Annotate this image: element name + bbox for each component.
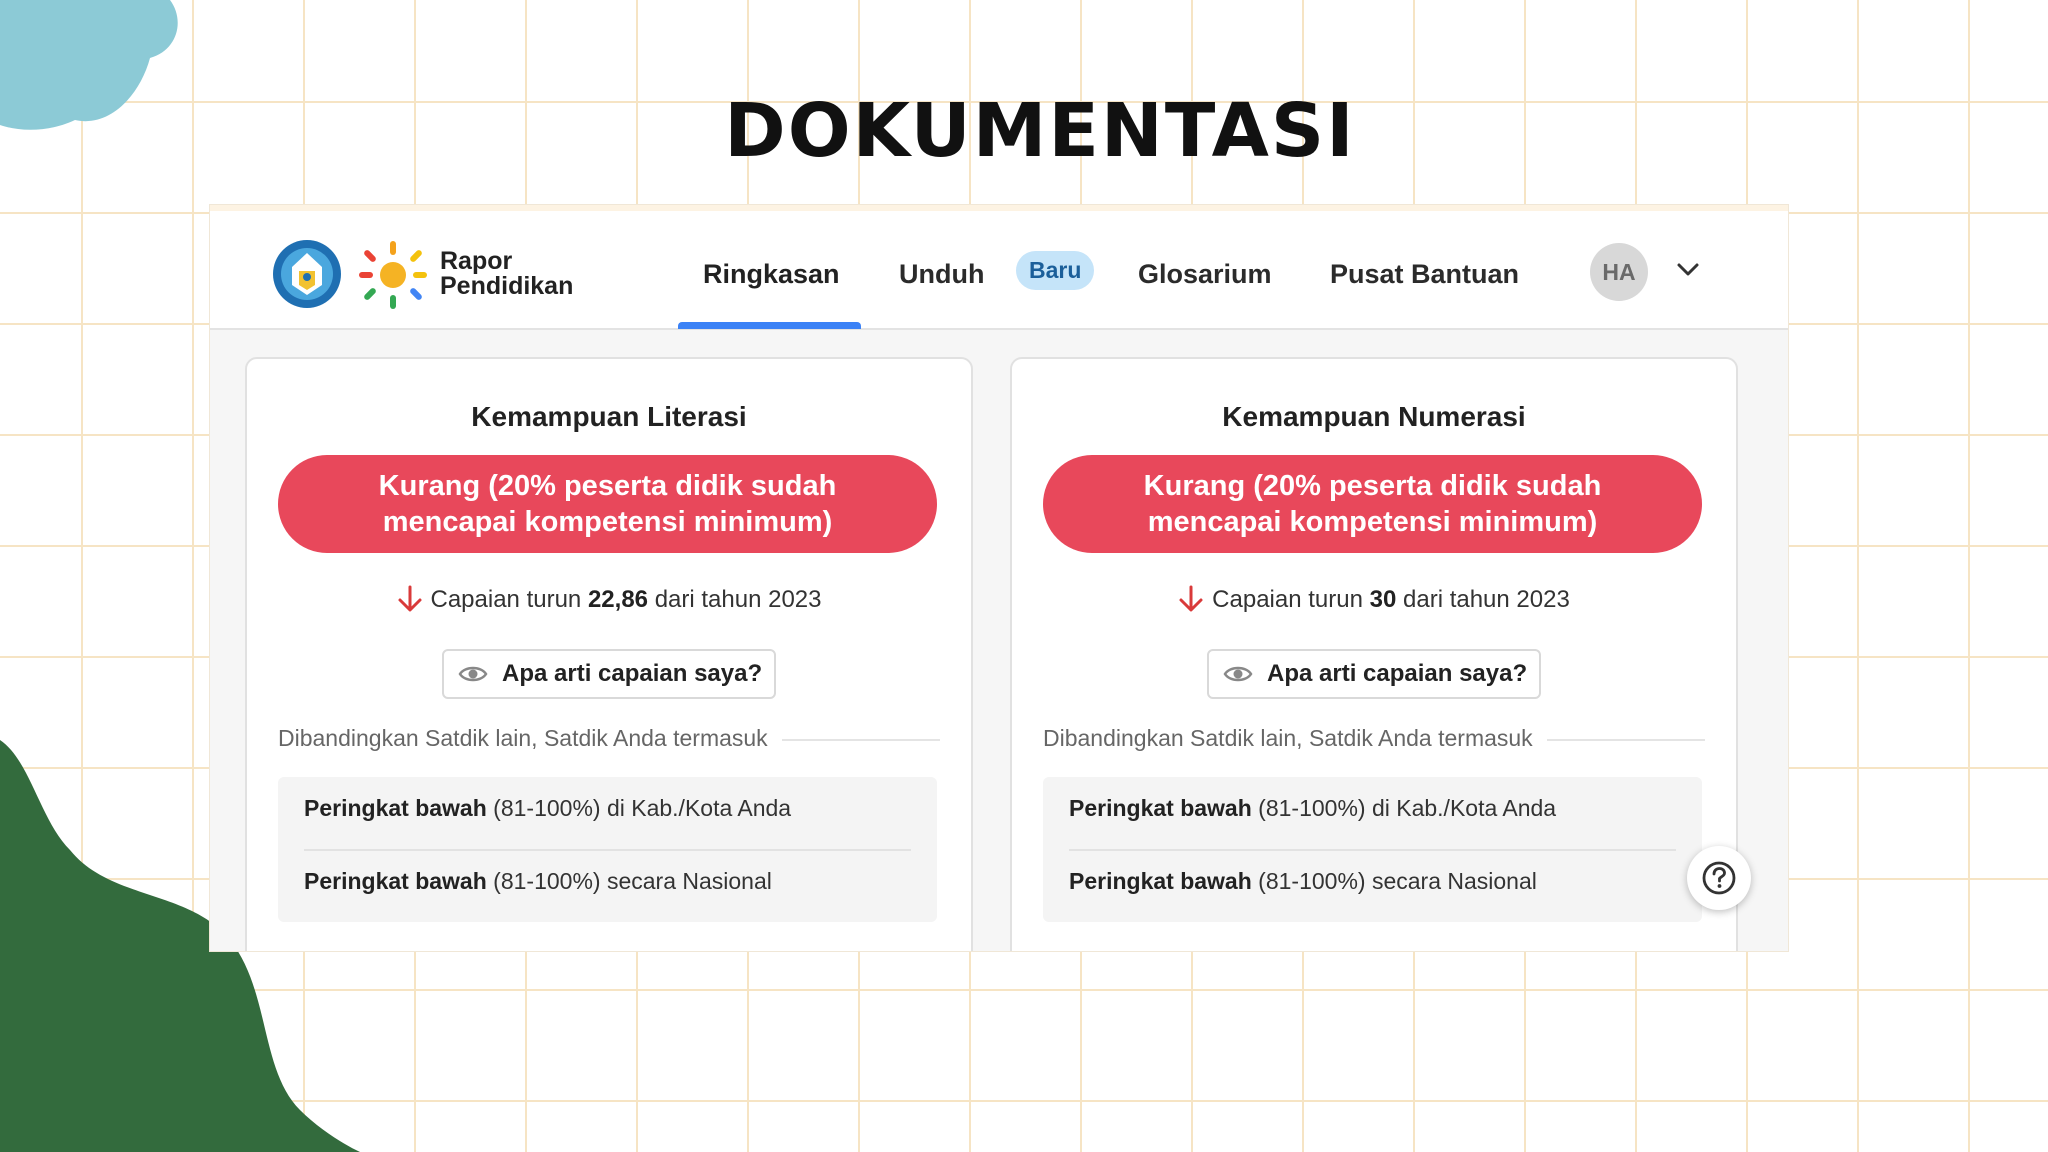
top-navbar — [210, 211, 1788, 330]
arrow-down-icon — [397, 585, 423, 613]
question-circle-icon — [1701, 860, 1737, 896]
compare-label: Dibandingkan Satdik lain, Satdik Anda termasuk — [278, 725, 768, 751]
avatar[interactable]: HA — [1590, 243, 1648, 301]
brand-line-1: Rapor — [440, 247, 513, 275]
card-title: Kemampuan Numerasi — [1222, 401, 1526, 432]
trend-value: 22,86 — [587, 586, 649, 613]
rank-bold: Peringkat bawah — [1069, 795, 1252, 821]
app-screenshot — [210, 205, 1788, 951]
compare-label: Dibandingkan Satdik lain, Satdik Anda termasuk — [1043, 725, 1533, 751]
sun-logo-icon[interactable] — [355, 237, 431, 313]
card-title: Kemampuan Literasi — [471, 401, 747, 432]
active-tab-indicator — [678, 322, 861, 329]
divider — [1547, 739, 1705, 741]
explain-button-label: Apa arti capaian saya? — [1267, 660, 1528, 687]
eye-icon — [1223, 664, 1253, 684]
rank-bold: Peringkat bawah — [304, 868, 487, 894]
brand-name[interactable] — [440, 249, 573, 299]
card-numerasi — [1010, 357, 1738, 951]
rank-row — [304, 868, 772, 895]
help-button[interactable] — [1687, 846, 1751, 910]
divider — [782, 739, 940, 741]
slide-title: DOKUMENTASI — [724, 88, 1356, 174]
card-literasi — [245, 357, 973, 951]
divider — [304, 849, 911, 851]
chevron-down-icon[interactable] — [1676, 261, 1700, 279]
rank-box — [278, 777, 937, 922]
explain-button[interactable] — [1207, 649, 1541, 699]
rank-row — [304, 795, 791, 822]
new-badge: Baru — [1016, 251, 1094, 290]
trend-prefix: Capaian turun — [430, 586, 582, 613]
rank-row — [1069, 795, 1556, 822]
rank-row — [1069, 868, 1537, 895]
emblem-logo-icon[interactable] — [272, 239, 342, 309]
nav-glosarium[interactable]: Glosarium — [1138, 259, 1272, 289]
nav-unduh[interactable]: Unduh — [899, 259, 985, 289]
trend-prefix: Capaian turun — [1212, 586, 1363, 613]
trend-line — [247, 585, 971, 614]
brand-line-2: Pendidikan — [440, 272, 574, 300]
trend-suffix: dari tahun 2023 — [654, 586, 822, 613]
rank-rest: (81-100%) secara Nasional — [1258, 868, 1537, 894]
explain-button-label: Apa arti capaian saya? — [502, 660, 763, 687]
rank-bold: Peringkat bawah — [1069, 868, 1252, 894]
explain-button[interactable] — [442, 649, 776, 699]
arrow-down-icon — [1178, 585, 1204, 613]
eye-icon — [458, 664, 488, 684]
rank-bold: Peringkat bawah — [304, 795, 487, 821]
trend-line — [1012, 585, 1736, 614]
nav-pusat-bantuan[interactable]: Pusat Bantuan — [1330, 259, 1520, 289]
status-pill — [278, 455, 937, 553]
rank-rest: (81-100%) di Kab./Kota Anda — [1258, 795, 1557, 821]
trend-suffix: dari tahun 2023 — [1403, 586, 1570, 613]
rank-rest: (81-100%) di Kab./Kota Anda — [493, 795, 792, 821]
status-text: Kurang (20% peserta didik sudah mencapai kompetensi minimum) — [1143, 470, 1602, 538]
divider — [1069, 849, 1676, 851]
trend-value: 30 — [1369, 586, 1397, 613]
nav-ringkasan[interactable]: Ringkasan — [703, 259, 840, 289]
status-pill — [1043, 455, 1702, 553]
rank-box — [1043, 777, 1702, 922]
status-text: Kurang (20% peserta didik sudah mencapai kompetensi minimum) — [378, 470, 837, 538]
rank-rest: (81-100%) secara Nasional — [493, 868, 772, 894]
